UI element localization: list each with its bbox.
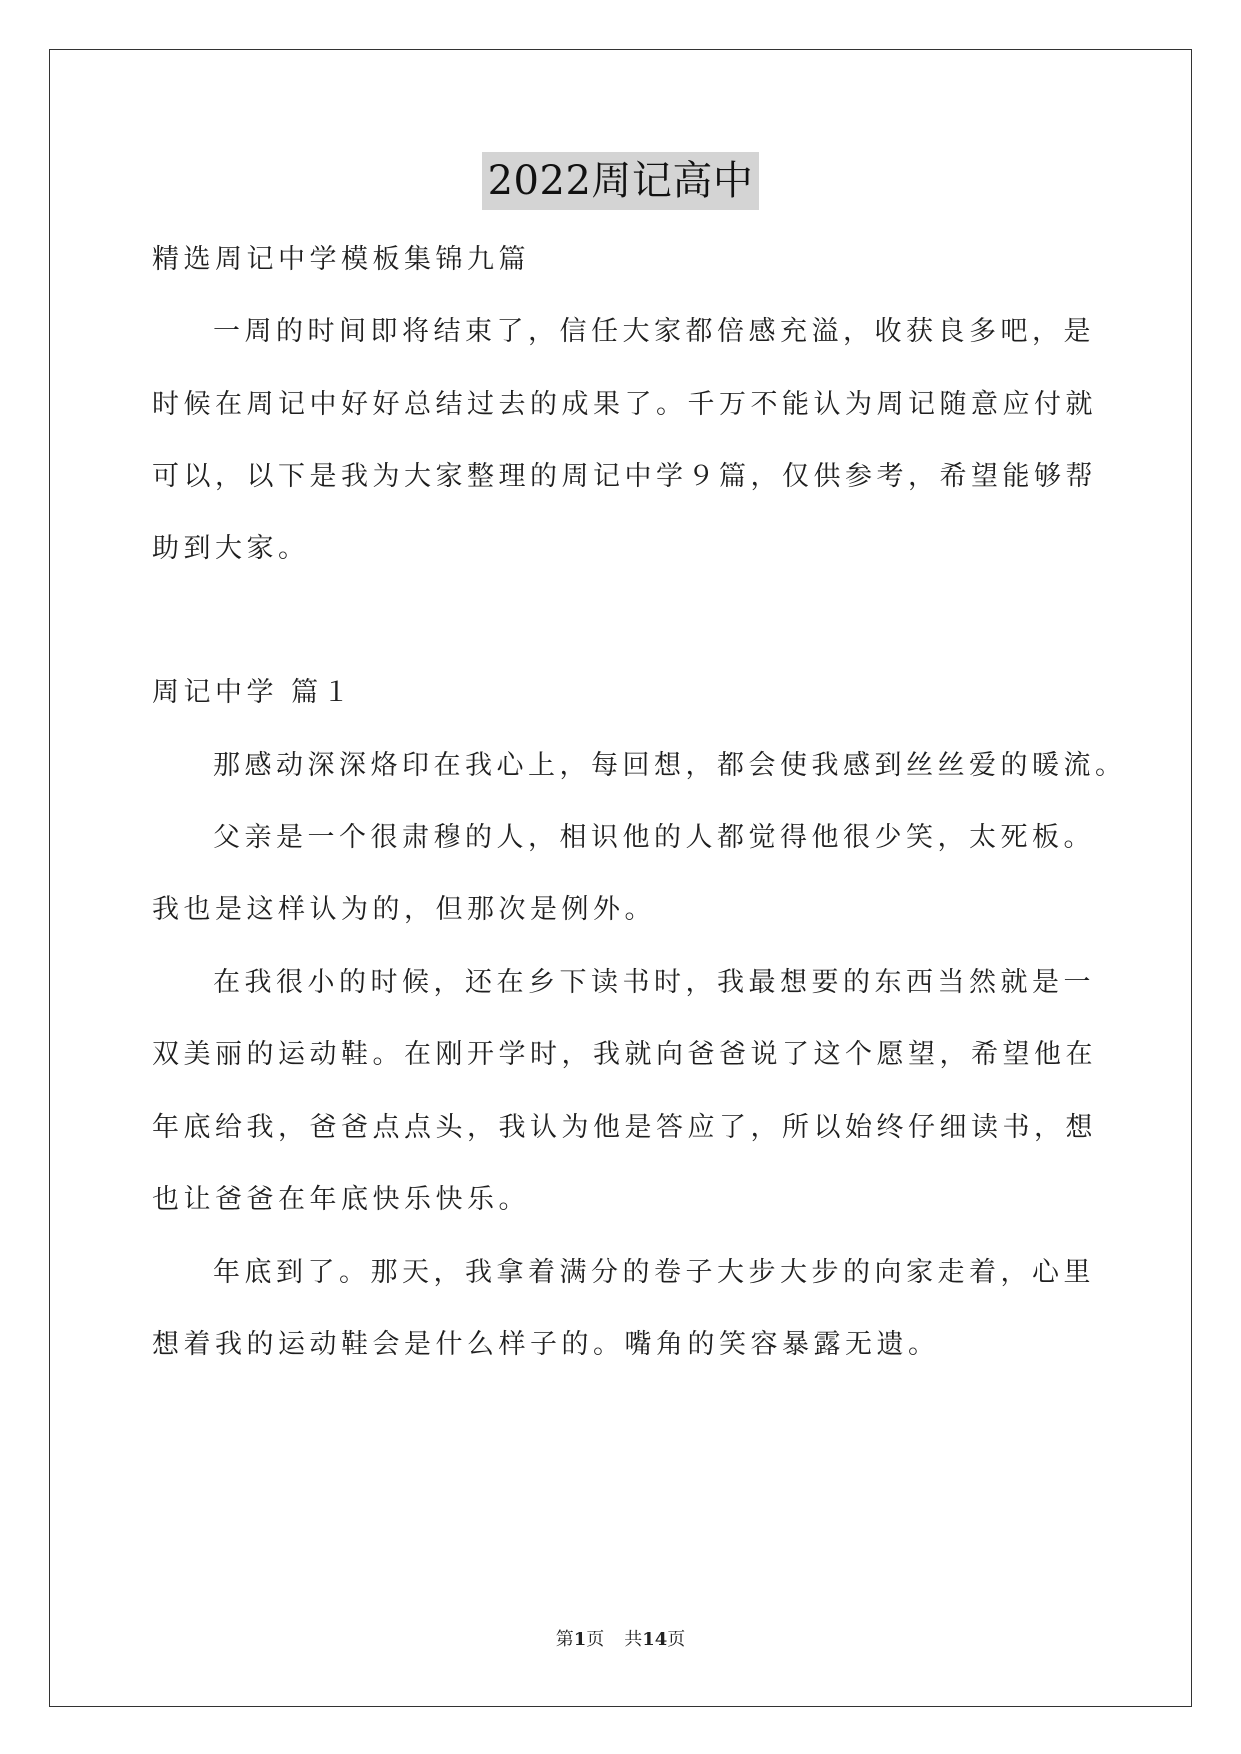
body-line: 那感动深深烙印在我心上，每回想，都会使我感到丝丝爱的暖流。 (213, 750, 1127, 781)
section-heading: 周记中学 篇１ (152, 677, 355, 708)
document-subtitle: 精选周记中学模板集锦九篇 (152, 244, 530, 275)
page-border (49, 49, 1192, 1707)
body-line: 我也是这样认为的，但那次是例外。 (152, 894, 656, 925)
page-prefix: 第 (555, 1629, 574, 1650)
title-container (0, 152, 1241, 210)
intro-line: 时候在周记中好好总结过去的成果了。千万不能认为周记随意应付就 (152, 389, 1097, 420)
body-line: 年底到了。那天，我拿着满分的卷子大步大步的向家走着，心里 (213, 1257, 1095, 1288)
body-line: 双美丽的运动鞋。在刚开学时，我就向爸爸说了这个愿望，希望他在 (152, 1039, 1097, 1070)
page-suffix: 页 (586, 1629, 605, 1650)
body-line: 想着我的运动鞋会是什么样子的。嘴角的笑容暴露无遗。 (152, 1329, 940, 1360)
page-footer (0, 1627, 1241, 1653)
intro-line: 可以，以下是我为大家整理的周记中学９篇，仅供参考，希望能够帮 (152, 461, 1097, 492)
total-suffix: 页 (667, 1629, 686, 1650)
page-number: 1 (573, 1629, 587, 1650)
body-line: 年底给我，爸爸点点头，我认为他是答应了，所以始终仔细读书，想 (152, 1112, 1097, 1143)
total-pages: 14 (642, 1629, 668, 1650)
body-line: 父亲是一个很肃穆的人，相识他的人都觉得他很少笑，太死板。 (213, 822, 1095, 853)
document-title: 2022周记高中 (482, 152, 760, 210)
total-prefix: 共 (624, 1629, 643, 1650)
body-line: 在我很小的时候，还在乡下读书时，我最想要的东西当然就是一 (213, 967, 1095, 998)
body-line: 也让爸爸在年底快乐快乐。 (152, 1184, 530, 1215)
intro-line: 一周的时间即将结束了，信任大家都倍感充溢，收获良多吧，是 (213, 316, 1095, 347)
intro-line: 助到大家。 (152, 533, 310, 564)
